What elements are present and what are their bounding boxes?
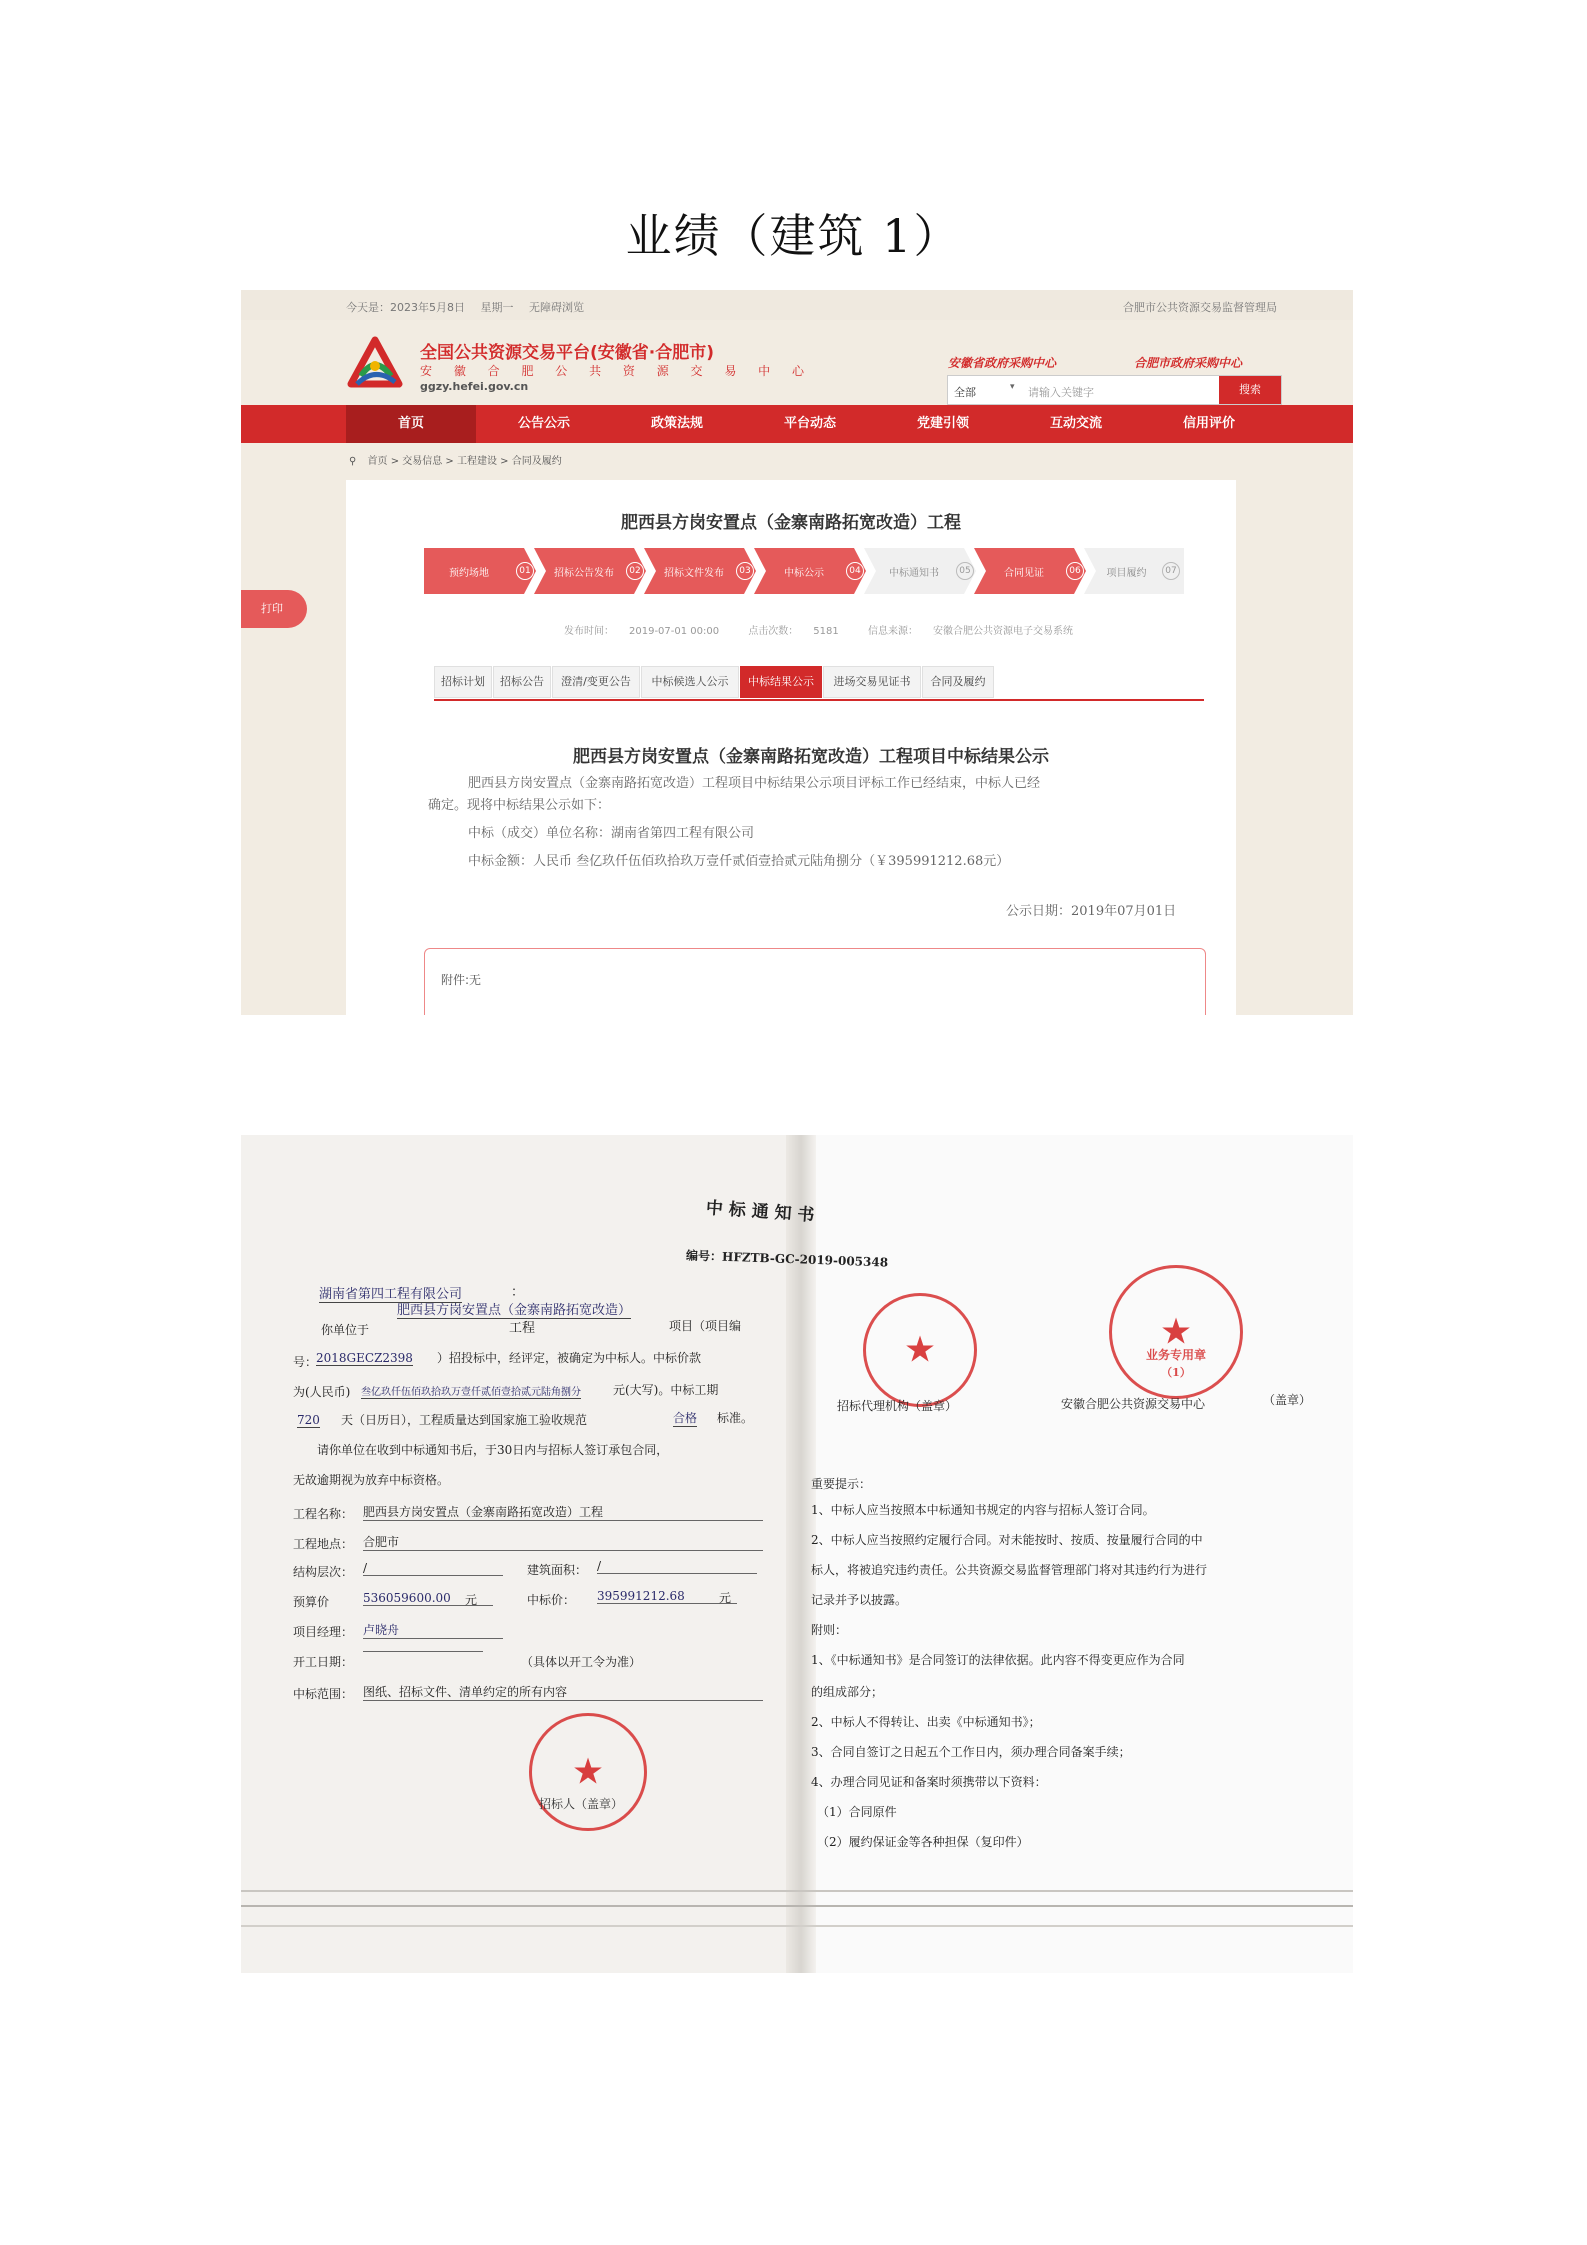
- award-notice-scan: [241, 1135, 1353, 1973]
- duration-days: 720: [297, 1413, 320, 1427]
- field-budget-label: 预算价: [293, 1595, 330, 1609]
- content-card: [346, 480, 1236, 1015]
- step-contract-witness[interactable]: 合同见证: [1004, 568, 1044, 579]
- field-place: 合肥市: [363, 1533, 763, 1551]
- search-box: [947, 375, 1282, 405]
- publicity-date: 公示日期：2019年07月01日: [1006, 904, 1177, 919]
- important-item: 标人，将被追究违约责任。公共资源交易监督管理部门将对其违约行为进行: [811, 1563, 1208, 1577]
- top-bar: [241, 290, 1353, 320]
- search-scope-select[interactable]: 全部: [954, 386, 976, 399]
- important-item: 2、中标人应当按照约定履行合同。对未能按时、按质、按量履行合同的中: [811, 1533, 1203, 1547]
- center-seal-note: （盖章）: [1263, 1393, 1312, 1407]
- step-tender-notice[interactable]: 招标公告发布: [554, 568, 614, 579]
- project-name-line2: 工程: [509, 1321, 536, 1336]
- site-url: ggzy.hefei.gov.cn: [420, 380, 529, 393]
- project-title: 肥西县方岗安置点（金寨南路拓宽改造）工程: [621, 513, 961, 533]
- standard-text: 标准。: [717, 1411, 754, 1425]
- field-start-blank: [363, 1651, 483, 1652]
- attachment-text: 附件:无: [441, 973, 482, 987]
- center-name: 安 徽 合 肥 公 共 资 源 交 易 中 心: [420, 364, 813, 378]
- agent-seal: ★: [863, 1293, 977, 1407]
- step-award-notice[interactable]: 中标通知书: [889, 568, 939, 579]
- nav-interaction[interactable]: 互动交流: [1049, 416, 1102, 431]
- nav-home[interactable]: 首页: [346, 405, 476, 443]
- center-sign: 安徽合肥公共资源交易中心: [1061, 1397, 1206, 1411]
- seal-text: 业务专用章: [1145, 1348, 1206, 1362]
- tab-tender-notice[interactable]: 招标公告: [493, 666, 551, 698]
- paper-edge-line: [241, 1925, 1353, 1927]
- document-title: 业绩（建筑 1）: [625, 209, 962, 263]
- step-number: 06: [1066, 562, 1084, 580]
- important-item: 记录并予以披露。: [811, 1593, 908, 1607]
- attach-item: （1）合同原件: [817, 1805, 897, 1819]
- tab-award-result[interactable]: 中标结果公示: [740, 666, 822, 698]
- your-unit-text: 你单位于: [321, 1323, 370, 1337]
- body-line3: 天（日历日），工程质量达到国家施工验收规范: [341, 1413, 588, 1427]
- field-scope: 图纸、招标文件、清单约定的所有内容: [363, 1683, 763, 1701]
- tab-candidates[interactable]: 中标候选人公示: [641, 666, 739, 698]
- step-number: 02: [626, 562, 644, 580]
- step-number: 01: [516, 562, 534, 580]
- publish-info: [564, 622, 1099, 637]
- weekday-text: 星期一: [480, 301, 514, 314]
- accessibility-link[interactable]: 无障碍浏览: [529, 301, 584, 314]
- amount-in-words: 叁亿玖仟伍佰玖拾玖万壹仟贰佰壹拾贰元陆角捌分: [361, 1383, 581, 1399]
- letter-number: 编号：HFZTB-GC-2019-005348: [685, 1248, 889, 1270]
- date-text: 今天是：2023年5月8日: [346, 301, 465, 314]
- body-line5: 无故逾期视为放弃中标资格。: [293, 1473, 450, 1487]
- province-procurement-link[interactable]: 安徽省政府采购中心: [948, 356, 1057, 370]
- platform-logo-icon: [347, 336, 403, 392]
- nav-party-building[interactable]: 党建引领: [916, 416, 969, 431]
- field-name-label: 工程名称：: [293, 1507, 354, 1521]
- agent-sign: 招标代理机构（盖章）: [837, 1399, 958, 1413]
- step-reserve-venue[interactable]: 预约场地: [449, 568, 489, 579]
- tab-clarification[interactable]: 澄清/变更公告: [552, 666, 640, 698]
- tenderee-sign: 招标人（盖章）: [539, 1797, 624, 1811]
- field-budget: 536059600.00: [363, 1591, 493, 1606]
- chevron-down-icon[interactable]: ▾: [1010, 382, 1015, 392]
- nav-credit[interactable]: 信用评价: [1182, 416, 1235, 431]
- nav-announcements[interactable]: 公告公示: [517, 416, 570, 431]
- center-seal: ★ 业务专用章 （1）: [1109, 1265, 1243, 1399]
- main-nav: [241, 405, 1353, 443]
- nav-platform-news[interactable]: 平台动态: [783, 416, 836, 431]
- breadcrumb-text[interactable]: 首页 > 交易信息 > 工程建设 > 合同及履约: [367, 456, 562, 467]
- winner-name: 中标（成交）单位名称：湖南省第四工程有限公司: [468, 826, 755, 841]
- body-line2-post: 元(大写)。中标工期: [613, 1383, 719, 1397]
- letter-title: 中 标 通 知 书: [705, 1198, 816, 1226]
- field-pm: 卢晓舟: [363, 1621, 503, 1639]
- attach-title: 附则：: [811, 1623, 848, 1637]
- field-bid-label: 中标价：: [527, 1593, 576, 1607]
- platform-name: 全国公共资源交易平台(安徽省·合肥市): [420, 343, 714, 363]
- tab-contract[interactable]: 合同及履约: [922, 666, 994, 698]
- step-number: 04: [846, 562, 864, 580]
- attach-item: 4、办理合同见证和备案时须携带以下资料：: [811, 1775, 1047, 1789]
- field-place-label: 工程地点：: [293, 1537, 354, 1551]
- tab-tender-plan[interactable]: 招标计划: [434, 666, 492, 698]
- step-number: 03: [736, 562, 754, 580]
- attach-item: （2）履约保证金等各种担保（复印件）: [817, 1835, 1029, 1849]
- field-start-note: （具体以开工令为准）: [521, 1655, 642, 1669]
- notice-line1: 肥西县方岗安置点（金寨南路拓宽改造）工程项目中标结果公示项目评标工作已经结束，中标人已经: [468, 776, 1041, 791]
- step-performance[interactable]: 项目履约: [1106, 568, 1147, 579]
- hao-label: 号：: [293, 1355, 318, 1369]
- field-scope-label: 中标范围：: [293, 1687, 354, 1701]
- quality-grade: 合格: [673, 1411, 698, 1425]
- project-num-label: 项目（项目编: [669, 1319, 742, 1333]
- field-bid: 395991212.68: [597, 1589, 737, 1604]
- paper-edge-line: [241, 1905, 1353, 1907]
- field-area-label: 建筑面积：: [527, 1563, 588, 1577]
- city-procurement-link[interactable]: 合肥市政府采购中心: [1134, 356, 1243, 370]
- field-area: /: [597, 1559, 757, 1574]
- body-line4: 请你单位在收到中标通知书后，于30日内与招标人签订承包合同，: [317, 1443, 669, 1457]
- attach-item: 的组成部分；: [811, 1685, 884, 1699]
- website-screenshot: [241, 290, 1353, 1015]
- body-line1: ）招投标中，经评定，被确定为中标人。中标价款: [437, 1351, 702, 1365]
- project-code: 2018GECZ2398: [316, 1351, 413, 1365]
- tab-underline: [434, 699, 1204, 701]
- site-header: [241, 320, 1353, 400]
- process-steps: [424, 548, 1184, 594]
- print-button[interactable]: 打印: [241, 590, 307, 628]
- important-title: 重要提示：: [811, 1477, 872, 1491]
- view-count: 点击次数： 5181: [748, 626, 839, 637]
- attach-item: 3、合同自签订之日起五个工作日内，须办理合同备案手续；: [811, 1745, 1131, 1759]
- step-tender-doc[interactable]: 招标文件发布: [664, 568, 724, 579]
- recipient: 湖南省第四工程有限公司: [319, 1283, 462, 1303]
- notice-title: 肥西县方岗安置点（金寨南路拓宽改造）工程项目中标结果公示: [573, 747, 1049, 767]
- search-input[interactable]: 请输入关键字: [1028, 386, 1094, 399]
- bid-unit: 元: [719, 1591, 732, 1605]
- breadcrumb: [349, 452, 562, 467]
- info-source: 信息来源： 安徽合肥公共资源电子交易系统: [867, 626, 1073, 637]
- tab-witness-cert[interactable]: 进场交易见证书: [823, 666, 921, 698]
- tenderee-seal: ★: [529, 1713, 647, 1831]
- attach-item: 2、中标人不得转让、出卖《中标通知书》；: [811, 1715, 1041, 1729]
- step-award-publicity[interactable]: 中标公示: [784, 568, 824, 579]
- field-struct: /: [363, 1561, 503, 1576]
- important-item: 1、中标人应当按照本中标通知书规定的内容与招标人签订合同。: [811, 1503, 1155, 1517]
- location-pin-icon: ⚲: [349, 456, 357, 467]
- field-name: 肥西县方岗安置点（金寨南路拓宽改造）工程: [363, 1503, 763, 1521]
- paper-edge-line: [241, 1890, 1353, 1892]
- field-struct-label: 结构层次：: [293, 1565, 354, 1579]
- body-line2-pre: 为(人民币): [293, 1385, 351, 1399]
- notice-line2: 确定。现将中标结果公示如下：: [428, 798, 611, 813]
- recipient-colon: ：: [511, 1285, 525, 1300]
- project-name-line1: 肥西县方岗安置点（金寨南路拓宽改造）: [397, 1299, 631, 1319]
- attachment-box: [424, 948, 1206, 1015]
- seal-number: （1）: [1161, 1366, 1191, 1379]
- step-number: 07: [1162, 562, 1180, 580]
- search-button[interactable]: 搜索: [1219, 376, 1281, 404]
- field-start-label: 开工日期：: [293, 1655, 354, 1669]
- nav-policies[interactable]: 政策法规: [650, 416, 703, 431]
- step-number: 05: [956, 562, 974, 580]
- award-amount: 中标金额：人民币 叁亿玖仟伍佰玖拾玖万壹仟贰佰壹拾贰元陆角捌分（￥395991212.68元）: [468, 854, 1010, 869]
- publish-time: 发布时间： 2019-07-01 00:00: [564, 626, 720, 637]
- attach-item: 1、《中标通知书》是合同签订的法律依据。此内容不得变更应作为合同: [811, 1653, 1185, 1667]
- budget-unit: 元: [465, 1593, 478, 1607]
- bureau-link[interactable]: 合肥市公共资源交易监督管理局: [1123, 301, 1277, 314]
- field-pm-label: 项目经理：: [293, 1625, 354, 1639]
